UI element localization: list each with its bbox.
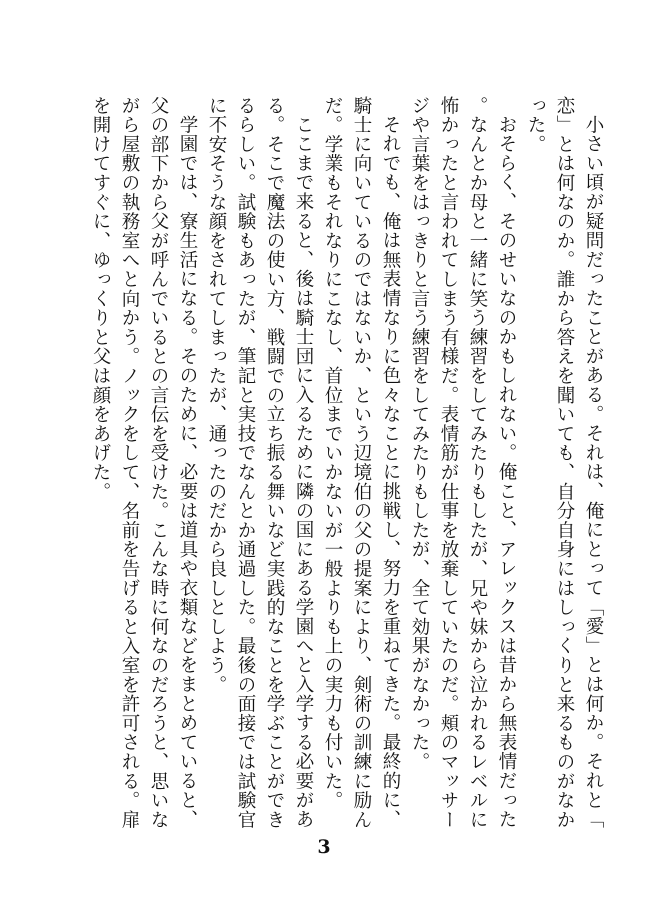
vertical-text-column	[86, 96, 608, 836]
body-text-block	[86, 96, 604, 836]
paragraph-3: それでも、俺は無表情なりに色々なことに挑戦し、努力を重ねてきた。最終的に、騎士に向いているのではないか、という辺境伯の父の提案により、剣術の訓練に励んだ。学業もそれなりにこなし、首位までいかないが一般よりも上の実力も付いた。	[322, 96, 401, 830]
paragraph-2: おそらく、そのせいなのかもしれない。俺こと、アレックスは昔から無表情だった。なんとか母と一緒に笑う練習をしてみたりもしたが、兄や妹から泣かれるレベルに怖かったと言われてしまう有様だ。表情筋が仕事を放棄していたのだ。頬のマッサージや言葉をはっきりと言う練習をしてみたりもしたが、全て効果がなかった。	[409, 96, 517, 830]
paragraph-5: 学園では、寮生活になる。そのために、必要は道具や衣類などをまとめていると、父の部下から父が呼んでいるとの言伝を受けた。こんな時に何なのだろうと、思いながら屋敷の執務室へと向かう。ノックをして、名前を告げると入室を許可される。扉を開けてすぐに、ゆっくりと父は顔をあげた。	[90, 96, 198, 830]
paragraph-1: 小さい頃が疑問だったことがある。それは、俺にとって「愛」とは何か。それと「恋」とは何なのか。誰から答えを聞いても、自分自身にはしっくりと来るものがなかった。	[525, 96, 604, 830]
page-number: 3	[317, 836, 331, 858]
paragraph-4: ここまで来ると、後は騎士団に入るために隣の国にある学園へと入学する必要がある。そこで魔法の使い方、戦闘での立ち振る舞いなど実践的なことを学ぶことができるらしい。試験もあったが、筆記と実技でなんとか通過した。最後の面接では試験官に不安そうな顔をされてしまったが、通ったのだから良しとしよう。	[206, 96, 314, 830]
